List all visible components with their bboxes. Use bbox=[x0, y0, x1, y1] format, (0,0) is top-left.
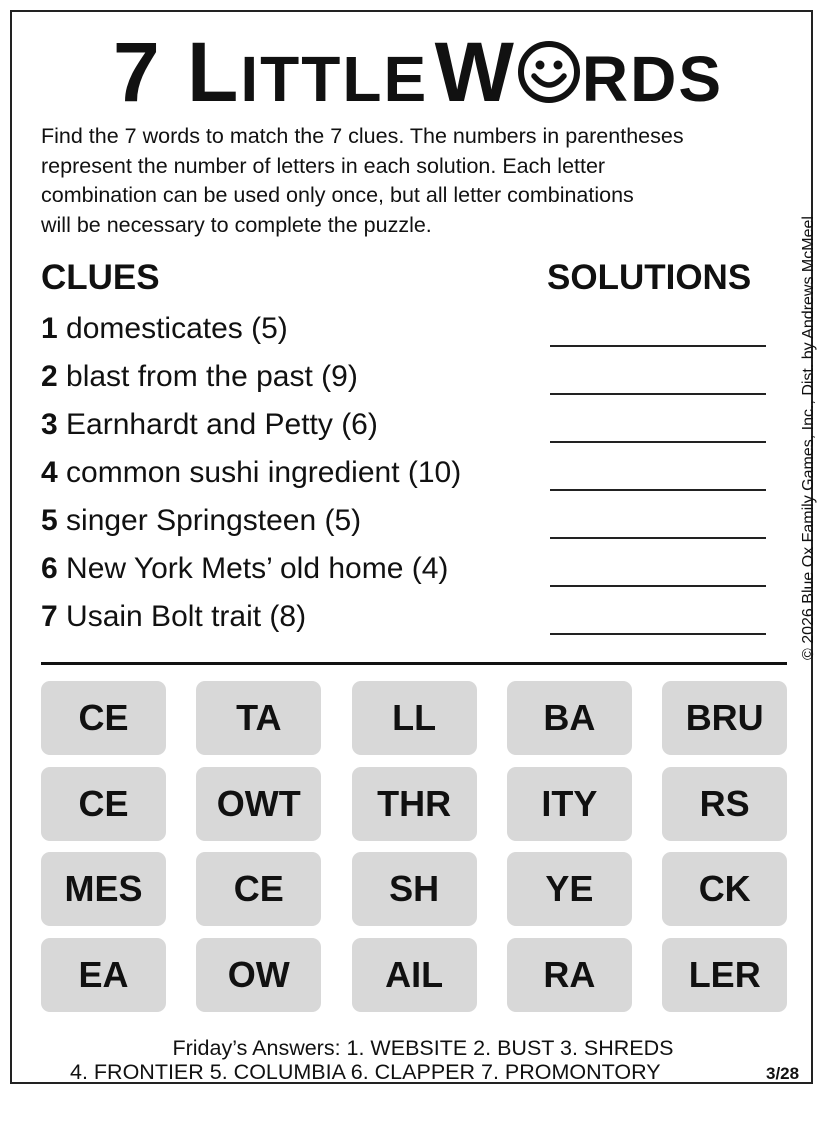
letter-tile[interactable]: CE bbox=[196, 852, 321, 926]
instructions-line: will be necessary to complete the puzzle. bbox=[41, 212, 432, 237]
solution-blank-6[interactable] bbox=[550, 585, 766, 587]
solution-blank-2[interactable] bbox=[550, 393, 766, 395]
letter-tile[interactable]: OW bbox=[196, 938, 321, 1012]
letter-tile[interactable]: AIL bbox=[352, 938, 477, 1012]
copyright-notice: © 2026 Blue Ox Family Games, Inc., Dist. by Andrews McMeel bbox=[800, 216, 817, 660]
puzzle-title: 7 LITTLE W RDS bbox=[113, 25, 723, 119]
letter-tile[interactable]: OWT bbox=[196, 767, 321, 841]
clue-4 bbox=[41, 456, 461, 490]
solution-blank-1[interactable] bbox=[550, 345, 766, 347]
previous-answers-line-1: Friday’s Answers: 1. WEBSITE 2. BUST 3. SHREDS bbox=[172, 1036, 674, 1060]
letter-tile[interactable]: CE bbox=[41, 681, 166, 755]
clue-1 bbox=[41, 312, 288, 346]
solutions-heading: SOLUTIONS bbox=[547, 258, 752, 297]
clue-text: New York Mets’ old home (4) bbox=[57, 552, 449, 585]
instructions-line: Find the 7 words to match the 7 clues. The numbers in parentheses bbox=[41, 124, 684, 148]
letter-tile[interactable]: RA bbox=[507, 938, 632, 1012]
letter-tile[interactable]: YE bbox=[507, 852, 632, 926]
clue-text: common sushi ingredient (10) bbox=[57, 456, 462, 489]
letter-tile[interactable]: THR bbox=[352, 767, 477, 841]
section-divider bbox=[41, 662, 787, 665]
clue-5 bbox=[41, 504, 361, 538]
clue-number: 6 bbox=[41, 552, 58, 585]
previous-answers-line-2: 4. FRONTIER 5. COLUMBIA 6. CLAPPER 7. PROMONTORY bbox=[70, 1060, 661, 1084]
letter-tile[interactable]: LL bbox=[352, 681, 477, 755]
solution-blank-4[interactable] bbox=[550, 489, 766, 491]
clues-heading: CLUES bbox=[41, 258, 160, 297]
solution-blank-5[interactable] bbox=[550, 537, 766, 539]
clue-number: 1 bbox=[41, 312, 58, 345]
letter-tile[interactable]: BRU bbox=[662, 681, 787, 755]
smiley-face-icon bbox=[517, 40, 581, 104]
letter-tile[interactable]: ITY bbox=[507, 767, 632, 841]
letter-tile[interactable]: CE bbox=[41, 767, 166, 841]
clue-number: 4 bbox=[41, 456, 58, 489]
letter-tile[interactable]: SH bbox=[352, 852, 477, 926]
letter-tile[interactable]: LER bbox=[662, 938, 787, 1012]
clue-text: domesticates (5) bbox=[57, 312, 288, 345]
clue-number: 3 bbox=[41, 408, 58, 441]
puzzle-date: 3/28 bbox=[766, 1064, 800, 1083]
clue-number: 2 bbox=[41, 360, 58, 393]
clue-3 bbox=[41, 408, 378, 442]
clue-text: singer Springsteen (5) bbox=[57, 504, 362, 537]
instructions-line: represent the number of letters in each solution. Each letter bbox=[41, 153, 606, 178]
instructions-line: combination can be used only once, but all letter combinations bbox=[41, 183, 634, 207]
clue-text: Usain Bolt trait (8) bbox=[57, 600, 307, 633]
solution-blank-7[interactable] bbox=[550, 633, 766, 635]
letter-tile[interactable]: EA bbox=[41, 938, 166, 1012]
letter-tile[interactable]: CK bbox=[662, 852, 787, 926]
clue-text: Earnhardt and Petty (6) bbox=[57, 408, 378, 441]
clue-7 bbox=[41, 600, 306, 634]
letter-tile[interactable]: BA bbox=[507, 681, 632, 755]
solution-blank-3[interactable] bbox=[550, 441, 766, 443]
clue-2 bbox=[41, 360, 358, 394]
instructions bbox=[41, 122, 791, 240]
letter-tile[interactable]: RS bbox=[662, 767, 787, 841]
clue-text: blast from the past (9) bbox=[57, 360, 358, 393]
clue-6 bbox=[41, 552, 448, 586]
letter-tile[interactable]: TA bbox=[196, 681, 321, 755]
clue-number: 7 bbox=[41, 600, 58, 633]
letter-tile[interactable]: MES bbox=[41, 852, 166, 926]
clue-number: 5 bbox=[41, 504, 58, 537]
